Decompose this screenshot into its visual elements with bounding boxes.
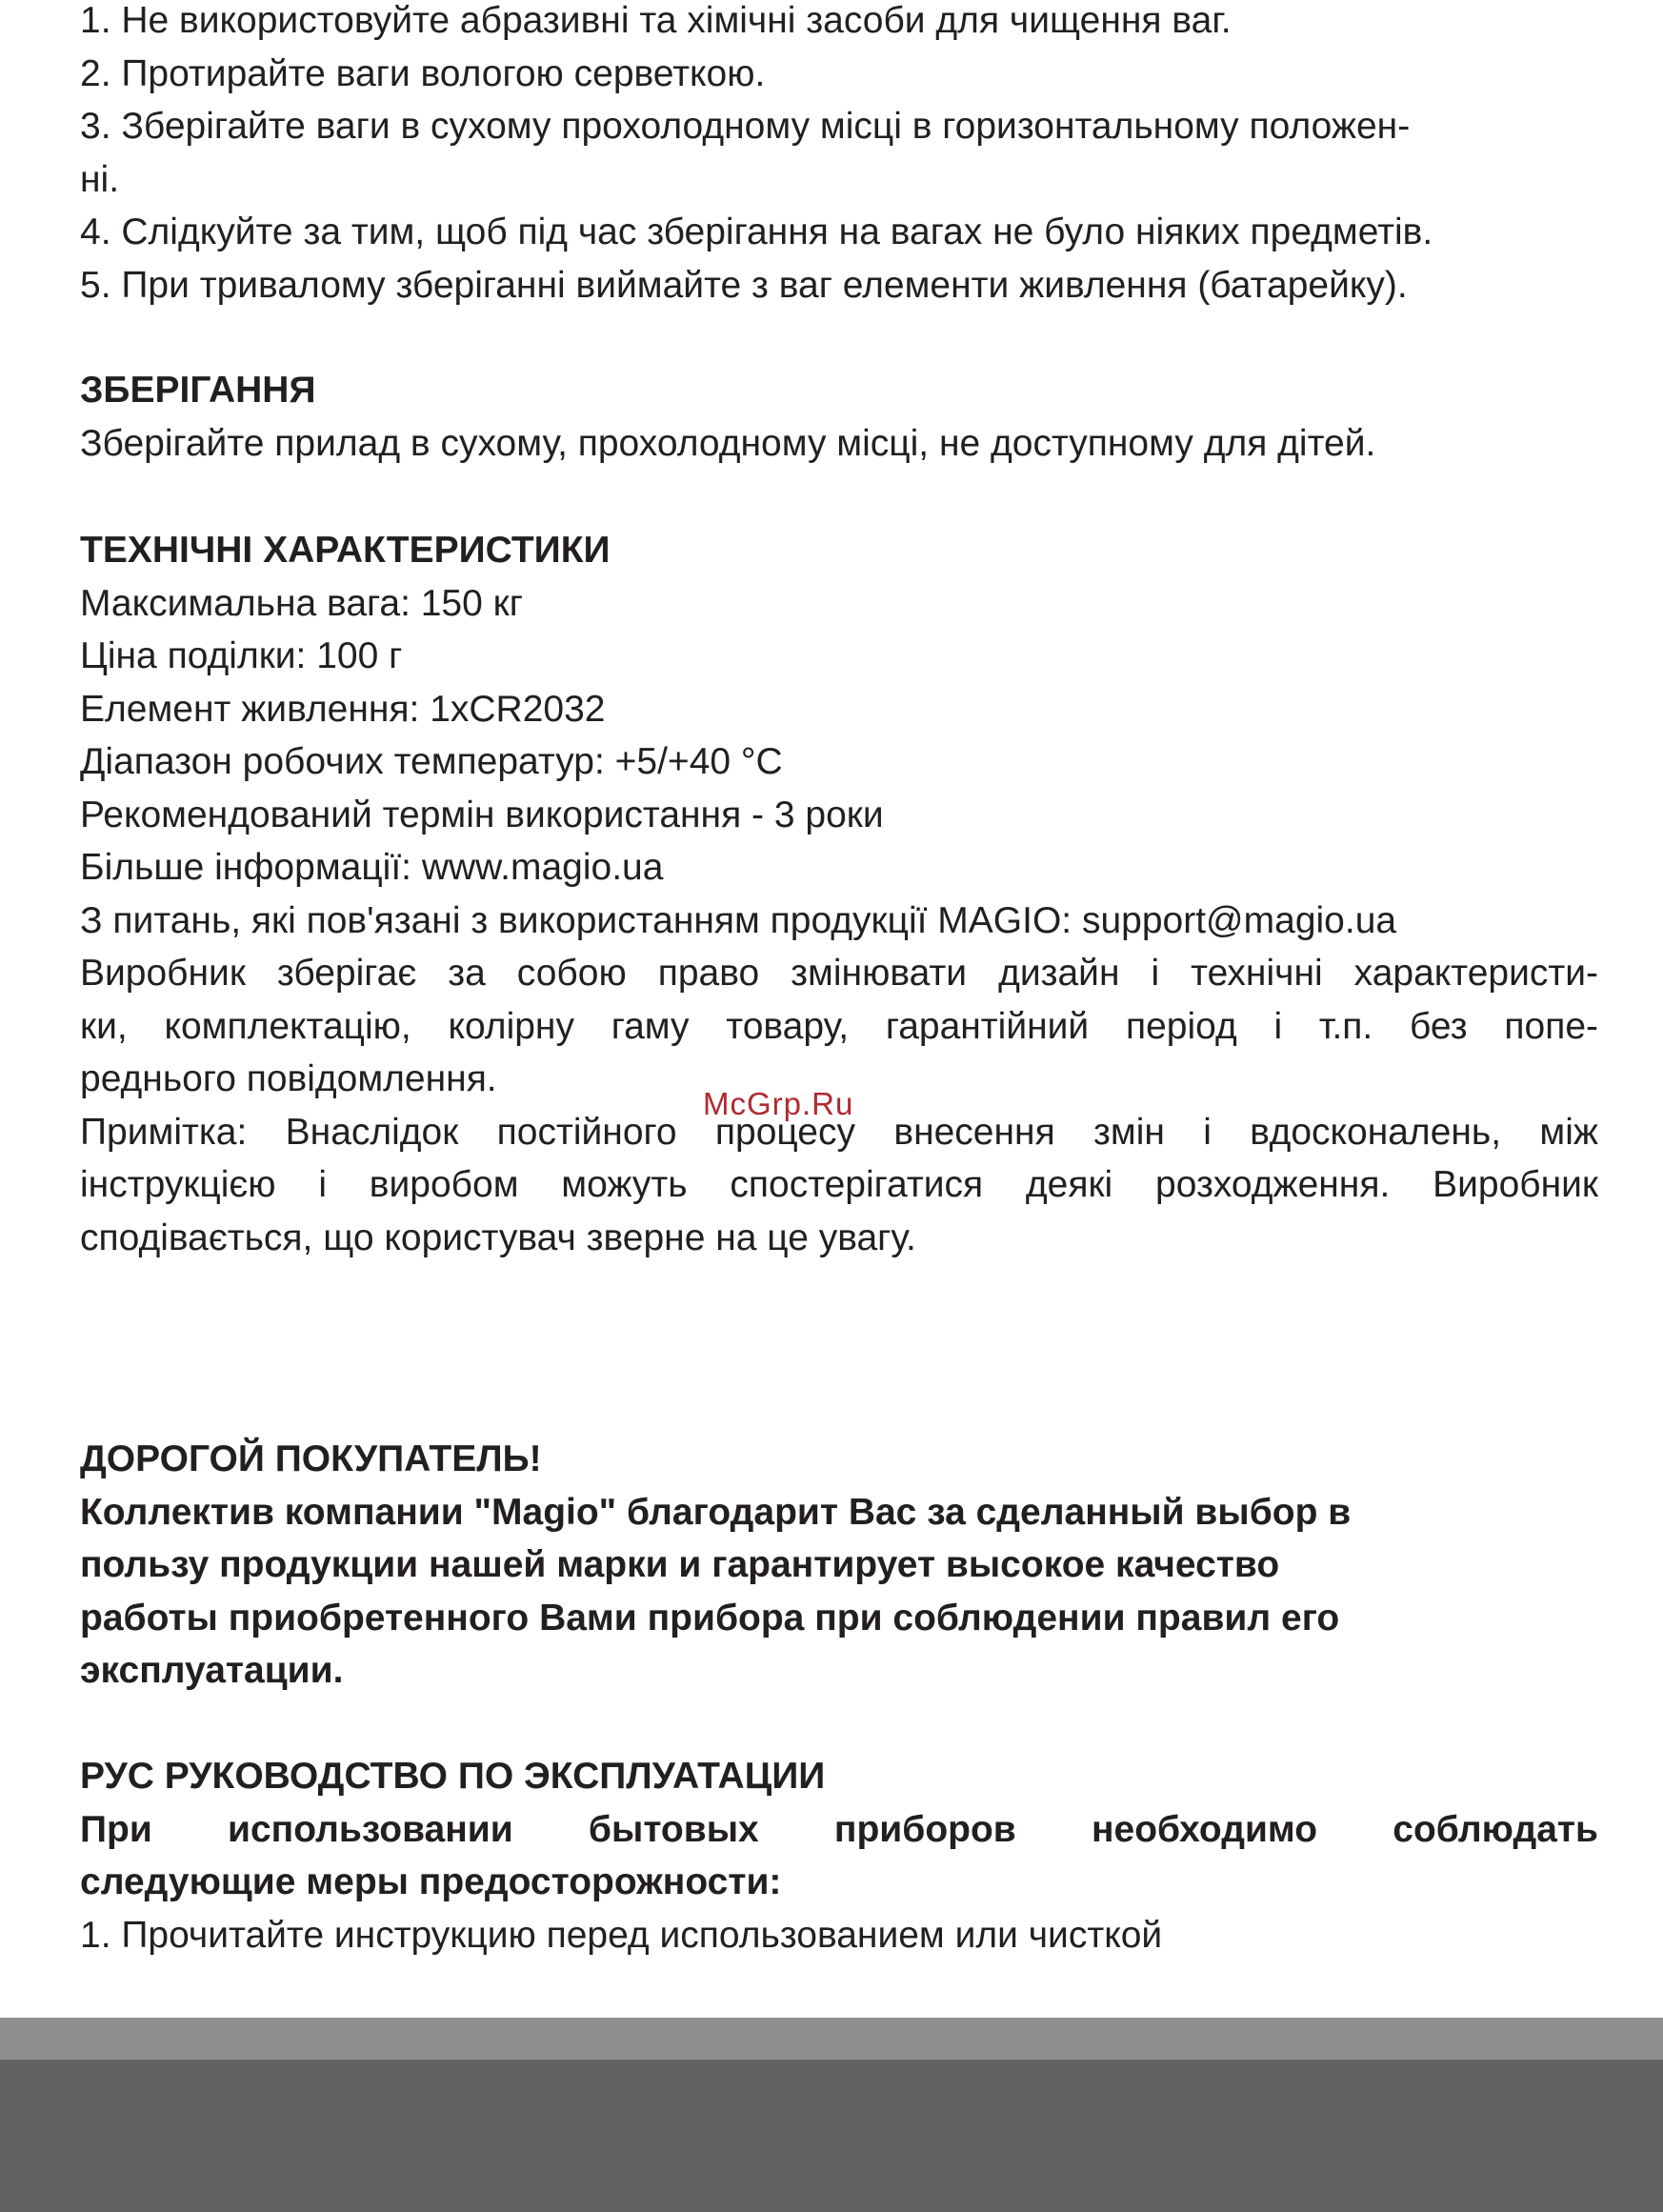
manual-heading: РУС РУКОВОДСТВО ПО ЭКСПЛУАТАЦИИ — [80, 1756, 826, 1797]
greeting-line-2: пользу продукции нашей марки и гарантирует высокое качество — [80, 1544, 1280, 1585]
specs-heading: ТЕХНІЧНІ ХАРАКТЕРИСТИКИ — [80, 530, 611, 571]
spec-support: З питань, які пов'язані з використанням продукції MAGIO: support@magio.ua — [80, 899, 1397, 941]
spec-service-life: Рекомендований термін використання - 3 роки — [80, 794, 884, 835]
spec-note-line-2: інструкцією і виробом можуть спостерігатися деякі розходження. Виробник — [80, 1164, 1598, 1205]
care-item-5: 5. При тривалому зберіганні виймайте з ваг елементи живлення (батарейку). — [80, 264, 1408, 306]
greeting-line-4: эксплуатации. — [80, 1650, 344, 1691]
spec-note-line-3: сподівається, що користувач зверне на це увагу. — [80, 1217, 916, 1258]
watermark: McGrp.Ru — [703, 1086, 854, 1121]
spec-note-line-1: Примітка: Внаслідок постійного процесу внесення змін і вдосконалень, між — [80, 1111, 1598, 1153]
care-item-1: 1. Не використовуйте абразивні та хімічні засоби для чищення ваг. — [80, 0, 1232, 41]
greeting-heading: ДОРОГОЙ ПОКУПАТЕЛЬ! — [80, 1438, 542, 1479]
manual-item-1: 1. Прочитайте инструкцию перед использованием или чисткой — [80, 1914, 1163, 1956]
care-item-4: 4. Слідкуйте за тим, щоб під час зберігання на вагах не було ніяких предметів. — [80, 211, 1433, 252]
care-list — [80, 0, 1598, 312]
spec-disclaimer-line-3: реднього повідомлення. — [80, 1058, 497, 1099]
spec-max-weight: Максимальна вага: 150 кг — [80, 582, 523, 624]
manual-intro-line-1: При использовании бытовых приборов необходимо соблюдать — [80, 1808, 1598, 1850]
care-item-3: 3. Зберігайте ваги в сухому прохолодному місці в горизонтальному положен- — [80, 106, 1411, 147]
manual-intro-line-2: следующие меры предосторожности: — [80, 1861, 782, 1902]
storage-text: Зберігайте прилад в сухому, прохолодному місці, не доступному для дітей. — [80, 422, 1376, 464]
spec-battery: Елемент живлення: 1xCR2032 — [80, 688, 606, 730]
storage-section — [80, 364, 1598, 470]
spec-division: Ціна поділки: 100 г — [80, 635, 403, 676]
spec-disclaimer-line-1: Виробник зберігає за собою право змінювати дизайн і технічні характеристи- — [80, 953, 1598, 994]
greeting-section — [80, 1433, 1598, 1698]
greeting-line-3: работы приобретенного Вами прибора при соблюдении правил его — [80, 1597, 1340, 1639]
spec-disclaimer-line-2: ки, комплектацію, колірну гаму товару, гарантійний період і т.п. без попе- — [80, 1005, 1598, 1047]
greeting-line-1: Коллектив компании "Magio" благодарит Вас за сделанный выбор в — [80, 1491, 1352, 1533]
manual-section — [80, 1750, 1598, 1961]
storage-heading: ЗБЕРІГАННЯ — [80, 370, 316, 411]
spec-website: Більше інформації: www.magio.ua — [80, 847, 664, 888]
footer-band-light — [0, 2018, 1663, 2060]
care-item-2: 2. Протирайте ваги вологою серветкою. — [80, 52, 766, 94]
spec-temperature: Діапазон робочих температур: +5/+40 °C — [80, 741, 783, 782]
specs-section — [80, 524, 1598, 1264]
footer-band-dark — [0, 2060, 1663, 2212]
care-item-3-cont: ні. — [80, 158, 120, 200]
